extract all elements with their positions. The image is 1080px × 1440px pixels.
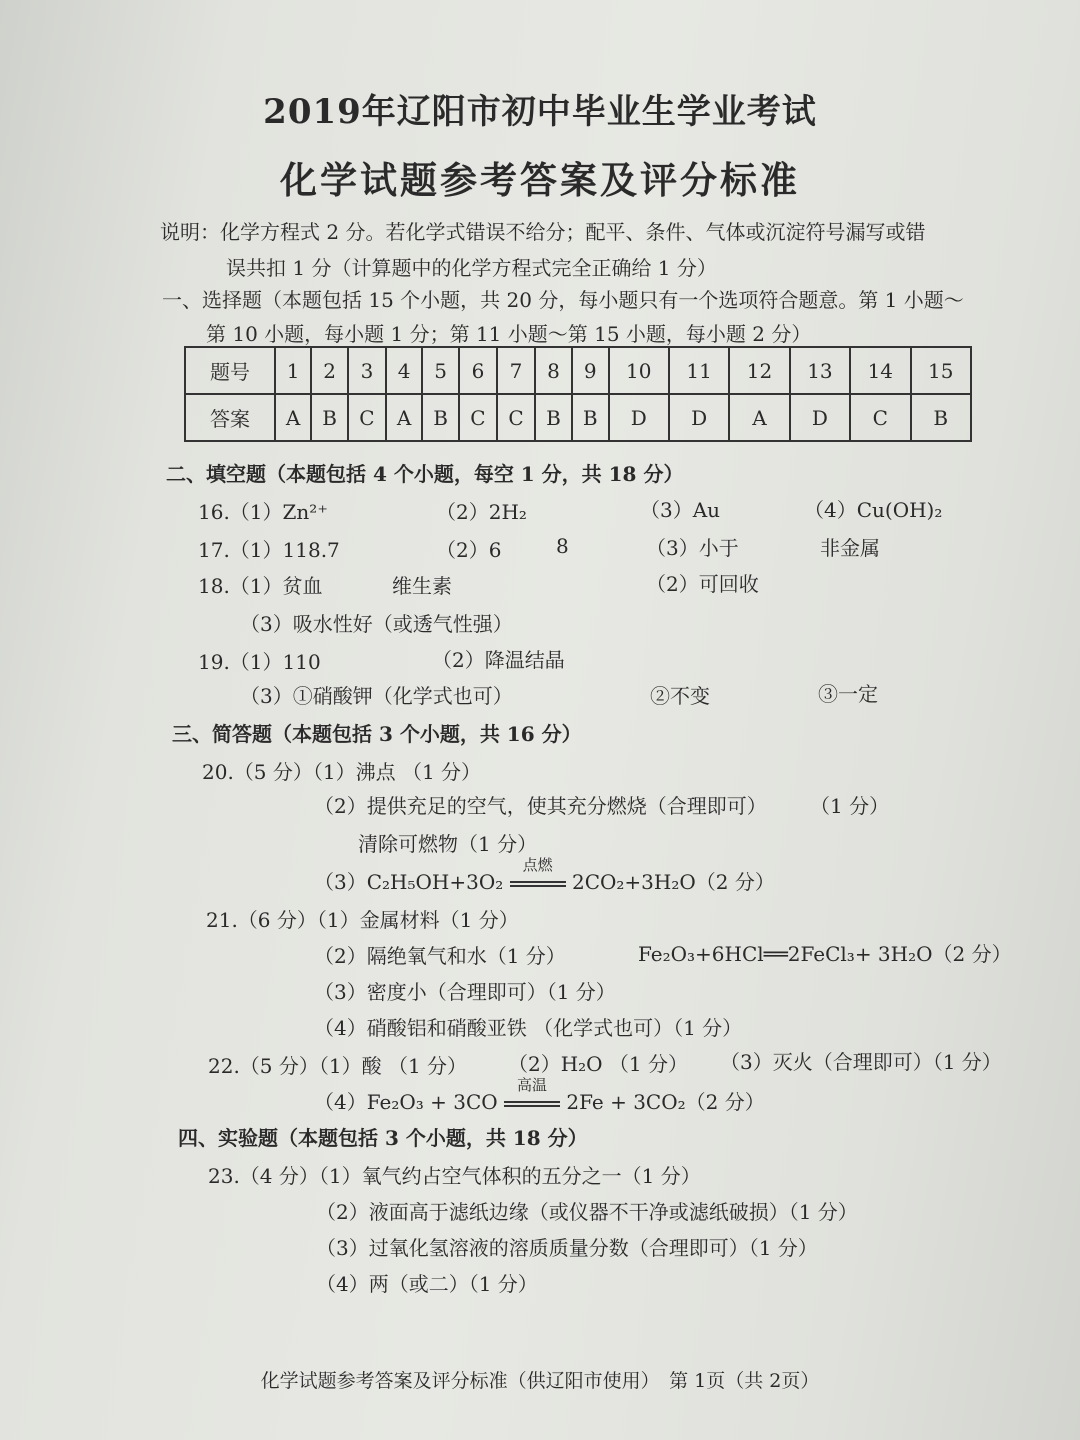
q17-part2: （2）6 [436,538,502,562]
q22-equation [314,1076,765,1115]
table-cell: 8 [535,347,572,394]
table-cell: A [386,394,422,441]
q16-part1: 16.（1）Zn²⁺ [198,500,328,524]
section4-heading: 四、实验题（本题包括 3 个小题，共 18 分） [178,1126,588,1150]
q18-part2: （2）可回收 [646,572,759,596]
q19-part3c: ③一定 [818,682,878,706]
table-cell: 2 [311,347,348,394]
q18-part1: 18.（1）贫血 [198,574,323,598]
q21-line2: （2）隔绝氧气和水（1 分） [314,944,566,968]
note-line-2: 误共扣 1 分（计算题中的化学方程式完全正确给 1 分） [226,256,717,280]
q18-part3: （3）吸水性好（或透气性强） [240,612,513,636]
table-cell: 5 [422,347,459,394]
q20-eq-reactants: （3）C₂H₅OH+3O₂ [314,870,504,894]
q23-line3: （3）过氧化氢溶液的溶质质量分数（合理即可）（1 分） [316,1236,818,1260]
table-cell: A [275,394,311,441]
table-cell: 13 [790,347,850,394]
section3-heading: 三、简答题（本题包括 3 个小题，共 16 分） [172,722,582,746]
q19-part1: 19.（1）110 [198,650,321,674]
q22-eq-sign [504,1101,560,1107]
q20-equation [314,856,775,895]
q21-equation: Fe₂O₃+6HCl══2FeCl₃+ 3H₂O（2 分） [638,942,1012,966]
table-cell: C [459,394,497,441]
table-cell: B [535,394,572,441]
table-cell: 14 [850,347,910,394]
q20-eq-products: 2CO₂+3H₂O（2 分） [571,870,775,894]
note-line-1: 说明：化学方程式 2 分。若化学式错误不给分；配平、条件、气体或沉淀符号漏写或错 [160,220,926,244]
q16-part2: （2）2H₂ [436,500,527,524]
table-cell: B [911,394,972,441]
q21-line3: （3）密度小（合理即可）（1 分） [314,980,616,1004]
q17-part3b: 非金属 [820,536,880,560]
section1-heading-cont: 第 10 小题，每小题 1 分；第 11 小题～第 15 小题，每小题 2 分） [206,322,812,346]
q16-part4: （4）Cu(OH)₂ [804,498,943,522]
q23-line2: （2）液面高于滤纸边缘（或仪器不干净或滤纸破损）（1 分） [316,1200,858,1224]
q20-line2-score: （1 分） [810,794,890,818]
q21-line4: （4）硝酸铝和硝酸亚铁 （化学式也可）（1 分） [314,1016,743,1040]
q23-line1: 23.（4 分）（1）氧气约占空气体积的五分之一（1 分） [208,1164,701,1188]
q17-part1: 17.（1）118.7 [198,538,340,562]
q22-line1: 22.（5 分）（1）酸 （1 分） [208,1054,468,1078]
answer-table [184,346,972,442]
page-footer: 化学试题参考答案及评分标准（供辽阳市使用） 第 1页（共 2页） [260,1370,820,1392]
table-cell: D [609,394,669,441]
table-cell: 10 [609,347,669,394]
table-cell: D [790,394,850,441]
q20-line1: 20.（5 分）（1）沸点 （1 分） [202,760,482,784]
q17-part3: （3）小于 [646,536,739,560]
q18-part1b: 维生素 [392,574,452,598]
q20-eq-condition: 点燃 [522,856,553,874]
table-cell: B [422,394,459,441]
q19-part2: （2）降温结晶 [432,648,565,672]
q22-line1-part3: （3）灭火（合理即可）（1 分） [720,1050,1002,1074]
q23-line4: （4）两（或二）（1 分） [316,1272,538,1296]
table-header-number: 题号 [185,347,275,394]
exam-title: 2019年辽阳市初中毕业生学业考试 [263,92,817,132]
table-cell: C [850,394,910,441]
q22-eq-condition: 高温 [517,1076,548,1094]
q20-eq-sign [510,881,566,887]
table-cell: 11 [669,347,729,394]
q22-eq-reactants: （4）Fe₂O₃ + 3CO [314,1090,498,1114]
table-cell: B [311,394,348,441]
table-cell: A [729,394,789,441]
table-cell: 4 [386,347,422,394]
section1-heading: 一、选择题（本题包括 15 个小题，共 20 分，每小题只有一个选项符合题意。第 1 小题～ [162,288,964,312]
table-cell: 9 [572,347,609,394]
q22-eq-products: 2Fe + 3CO₂（2 分） [566,1090,765,1114]
table-cell: 3 [348,347,386,394]
table-row-numbers [185,347,971,394]
table-cell: C [348,394,386,441]
q20-line2: （2）提供充足的空气，使其充分燃烧（合理即可） [314,794,767,818]
table-header-answer: 答案 [185,394,275,441]
table-cell: B [572,394,609,441]
q22-line1-part2: （2）H₂O （1 分） [508,1052,689,1076]
document-title: 化学试题参考答案及评分标准 [280,158,800,202]
table-cell: C [497,394,535,441]
q17-part2b: 8 [556,534,569,558]
q19-part3: （3）①硝酸钾（化学式也可） [240,684,513,708]
table-cell: 1 [275,347,311,394]
q22-eq-arrow [504,1076,560,1114]
q21-line1: 21.（6 分）（1）金属材料（1 分） [206,908,519,932]
table-cell: 12 [729,347,789,394]
table-cell: D [669,394,729,441]
q20-eq-arrow [510,856,566,894]
section2-heading: 二、填空题（本题包括 4 个小题，每空 1 分，共 18 分） [166,462,684,486]
table-cell: 15 [911,347,972,394]
table-cell: 6 [459,347,497,394]
q19-part3b: ②不变 [650,684,710,708]
q16-part3: （3）Au [640,498,721,522]
table-cell: 7 [497,347,535,394]
table-row-answers [185,394,971,441]
q20-line3: 清除可燃物（1 分） [358,832,538,856]
